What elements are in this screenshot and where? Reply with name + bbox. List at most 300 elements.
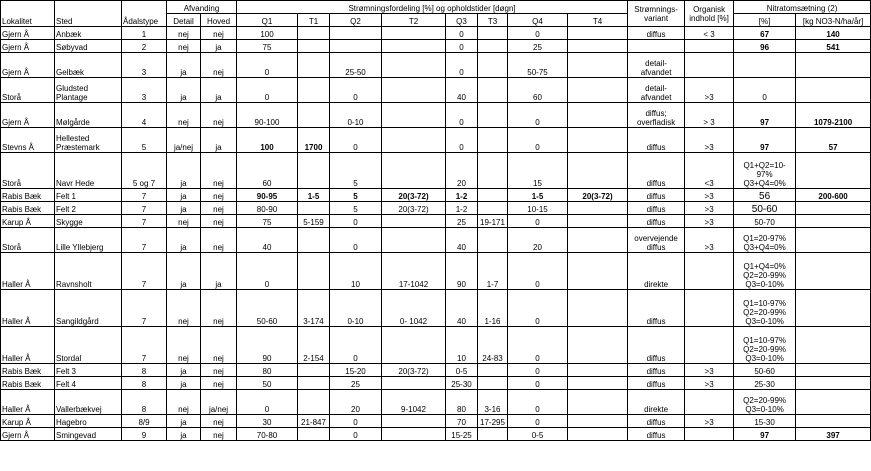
cell-q1: 100 xyxy=(237,128,298,153)
cell-q2: 5 xyxy=(330,153,382,189)
cell-pct: 15-30 xyxy=(734,415,796,428)
cell-det: nej xyxy=(167,27,201,40)
cell-type: 7 xyxy=(122,189,167,202)
table-row xyxy=(1,290,871,327)
cell-sted: Søbyvad xyxy=(55,40,122,53)
cell-pct: Q1+Q4=0% Q2=20-99% Q3=0-10% xyxy=(734,253,796,290)
cell-q1: 100 xyxy=(237,27,298,40)
cell-t4 xyxy=(568,27,628,40)
cell-q2: 25 xyxy=(330,377,382,390)
cell-t2 xyxy=(382,377,446,390)
header-organisk: Organisk indhold [%] xyxy=(685,1,734,27)
cell-type: 5 og 7 xyxy=(122,153,167,189)
cell-org xyxy=(685,253,734,290)
cell-t1 xyxy=(298,202,330,215)
cell-var xyxy=(628,40,685,53)
cell-kg xyxy=(796,415,871,428)
cell-lok: Rabis Bæk xyxy=(1,202,55,215)
cell-sted: Hellested Præstemark xyxy=(55,128,122,153)
cell-t2 xyxy=(382,53,446,78)
cell-t1 xyxy=(298,153,330,189)
cell-q4: 0 xyxy=(508,27,568,40)
cell-t4 xyxy=(568,390,628,415)
cell-det: ja xyxy=(167,228,201,253)
cell-t3: 3-16 xyxy=(478,390,508,415)
cell-sted: Lille Yllebjerg xyxy=(55,228,122,253)
cell-t3 xyxy=(478,189,508,202)
table-row xyxy=(1,53,871,78)
cell-kg xyxy=(796,153,871,189)
cell-t3: 19-171 xyxy=(478,215,508,228)
cell-t1 xyxy=(298,103,330,128)
header-q1: Q1 xyxy=(237,14,298,27)
cell-t2: 17-1042 xyxy=(382,253,446,290)
cell-q1: 0 xyxy=(237,390,298,415)
cell-t2 xyxy=(382,78,446,103)
cell-kg xyxy=(796,202,871,215)
cell-q3: 0-5 xyxy=(446,364,478,377)
cell-var: detail- afvandet xyxy=(628,78,685,103)
cell-pct: Q1=10-97% Q2=20-99% Q3=0-10% xyxy=(734,327,796,364)
cell-q2: 0 xyxy=(330,327,382,364)
cell-var: diffus xyxy=(628,327,685,364)
cell-q3: 1-2 xyxy=(446,189,478,202)
cell-hov: nej xyxy=(201,327,237,364)
cell-t1 xyxy=(298,40,330,53)
cell-pct: Q1=10-97% Q2=20-99% Q3=0-10% xyxy=(734,290,796,327)
cell-t4 xyxy=(568,78,628,103)
table-row xyxy=(1,128,871,153)
cell-q4: 0 xyxy=(508,215,568,228)
cell-kg xyxy=(796,290,871,327)
cell-lok: Stevns Å xyxy=(1,128,55,153)
cell-pct: 50-60 xyxy=(734,202,796,215)
cell-sted: Hagebro xyxy=(55,415,122,428)
cell-det: nej xyxy=(167,327,201,364)
cell-lok: Haller Å xyxy=(1,390,55,415)
cell-t1: 1700 xyxy=(298,128,330,153)
cell-kg xyxy=(796,228,871,253)
cell-q4: 20 xyxy=(508,228,568,253)
cell-sted: Stordal xyxy=(55,327,122,364)
table-row xyxy=(1,377,871,390)
cell-t3 xyxy=(478,103,508,128)
cell-hov: ja xyxy=(201,253,237,290)
cell-sted: Anbæk xyxy=(55,27,122,40)
cell-t4 xyxy=(568,290,628,327)
cell-type: 8 xyxy=(122,364,167,377)
cell-q2: 0 xyxy=(330,215,382,228)
cell-t2 xyxy=(382,153,446,189)
cell-t3 xyxy=(478,153,508,189)
cell-kg: 140 xyxy=(796,27,871,40)
cell-q4: 1-5 xyxy=(508,189,568,202)
cell-q4: 15 xyxy=(508,153,568,189)
cell-hov: nej xyxy=(201,364,237,377)
cell-q1: 75 xyxy=(237,215,298,228)
cell-t2 xyxy=(382,428,446,441)
cell-t1 xyxy=(298,53,330,78)
table-row xyxy=(1,103,871,128)
cell-q3: 0 xyxy=(446,128,478,153)
cell-q1: 90-100 xyxy=(237,103,298,128)
table-row xyxy=(1,364,871,377)
cell-kg xyxy=(796,53,871,78)
cell-lok: Haller Å xyxy=(1,290,55,327)
cell-q3: 25-30 xyxy=(446,377,478,390)
cell-org: >3 xyxy=(685,228,734,253)
cell-hov: nej xyxy=(201,103,237,128)
cell-var: diffus xyxy=(628,415,685,428)
cell-q2 xyxy=(330,40,382,53)
cell-hov: ja xyxy=(201,40,237,53)
cell-t2: 20(3-72) xyxy=(382,364,446,377)
cell-q2: 0 xyxy=(330,415,382,428)
cell-q2: 0 xyxy=(330,128,382,153)
cell-t3: 17-295 xyxy=(478,415,508,428)
cell-type: 7 xyxy=(122,215,167,228)
cell-t1: 21-847 xyxy=(298,415,330,428)
cell-t1: 2-154 xyxy=(298,327,330,364)
cell-sted: Mølgårde xyxy=(55,103,122,128)
cell-q4: 60 xyxy=(508,78,568,103)
cell-q1: 70-80 xyxy=(237,428,298,441)
cell-t1 xyxy=(298,390,330,415)
cell-lok: Storå xyxy=(1,153,55,189)
cell-type: 2 xyxy=(122,40,167,53)
cell-type: 8 xyxy=(122,377,167,390)
cell-kg: 200-600 xyxy=(796,189,871,202)
header-adalstype: Ådalstype xyxy=(122,14,167,27)
cell-t2 xyxy=(382,228,446,253)
cell-hov: nej xyxy=(201,189,237,202)
cell-q4: 10-15 xyxy=(508,202,568,215)
table-row xyxy=(1,327,871,364)
cell-lok: Storå xyxy=(1,78,55,103)
cell-org: < 3 xyxy=(685,27,734,40)
cell-kg xyxy=(796,390,871,415)
cell-sted: Felt 4 xyxy=(55,377,122,390)
cell-t4 xyxy=(568,377,628,390)
table-row xyxy=(1,40,871,53)
cell-hov: nej xyxy=(201,428,237,441)
cell-t3 xyxy=(478,78,508,103)
cell-var: diffus xyxy=(628,189,685,202)
cell-q3: 90 xyxy=(446,253,478,290)
cell-t4 xyxy=(568,253,628,290)
cell-pct: Q1=20-97% Q3+Q4=0% xyxy=(734,228,796,253)
cell-kg xyxy=(796,377,871,390)
cell-org xyxy=(685,428,734,441)
cell-lok: Haller Å xyxy=(1,253,55,290)
cell-t3: 1-7 xyxy=(478,253,508,290)
cell-type: 3 xyxy=(122,78,167,103)
table-row xyxy=(1,415,871,428)
cell-t4 xyxy=(568,53,628,78)
cell-org xyxy=(685,327,734,364)
cell-hov: nej xyxy=(201,415,237,428)
cell-var: diffus xyxy=(628,290,685,327)
cell-t4 xyxy=(568,40,628,53)
cell-type: 7 xyxy=(122,228,167,253)
cell-lok: Rabis Bæk xyxy=(1,377,55,390)
cell-type: 8 xyxy=(122,390,167,415)
header-t3: T3 xyxy=(478,14,508,27)
cell-t3: 1-16 xyxy=(478,290,508,327)
cell-kg xyxy=(796,364,871,377)
cell-t4 xyxy=(568,228,628,253)
cell-t1 xyxy=(298,78,330,103)
cell-t3 xyxy=(478,128,508,153)
header-stromningsvariant: Strømnings- variant xyxy=(628,1,685,27)
cell-t2 xyxy=(382,27,446,40)
cell-t2: 20(3-72) xyxy=(382,202,446,215)
cell-sted: Ravnsholt xyxy=(55,253,122,290)
header-t2: T2 xyxy=(382,14,446,27)
cell-sted: Felt 2 xyxy=(55,202,122,215)
cell-q2: 0-10 xyxy=(330,103,382,128)
cell-det: ja xyxy=(167,377,201,390)
cell-q4: 0 xyxy=(508,390,568,415)
cell-t3 xyxy=(478,428,508,441)
cell-q2: 5 xyxy=(330,202,382,215)
cell-pct: 50-60 xyxy=(734,364,796,377)
cell-org: > 3 xyxy=(685,103,734,128)
cell-hov: nej xyxy=(201,215,237,228)
cell-det: nej xyxy=(167,215,201,228)
cell-type: 5 xyxy=(122,128,167,153)
cell-sted: Gludsted Plantage xyxy=(55,78,122,103)
header-nitrat: Nitratomsætning (2) xyxy=(734,1,871,14)
cell-t1 xyxy=(298,377,330,390)
cell-det: ja xyxy=(167,153,201,189)
cell-hov: nej xyxy=(201,290,237,327)
cell-q3: 25 xyxy=(446,215,478,228)
cell-t2: 20(3-72) xyxy=(382,189,446,202)
cell-kg: 541 xyxy=(796,40,871,53)
cell-kg: 397 xyxy=(796,428,871,441)
cell-q2: 15-20 xyxy=(330,364,382,377)
cell-q3: 40 xyxy=(446,290,478,327)
cell-q3: 40 xyxy=(446,228,478,253)
cell-t2 xyxy=(382,128,446,153)
cell-type: 3 xyxy=(122,53,167,78)
cell-t3 xyxy=(478,53,508,78)
cell-det: ja xyxy=(167,428,201,441)
table-row xyxy=(1,202,871,215)
cell-t4 xyxy=(568,364,628,377)
cell-q3: 80 xyxy=(446,390,478,415)
cell-q2: 10 xyxy=(330,253,382,290)
cell-org: >3 xyxy=(685,78,734,103)
header-detail: Detail xyxy=(167,14,201,27)
header-sted: Sted xyxy=(55,14,122,27)
header-stromningsfordeling: Strømningsfordeling [%] og opholdstider [døgn] xyxy=(237,1,628,14)
cell-t4 xyxy=(568,327,628,364)
cell-t3 xyxy=(478,228,508,253)
cell-q1: 40 xyxy=(237,228,298,253)
cell-pct: Q2=20-99% Q3=0-10% xyxy=(734,390,796,415)
cell-org: >3 xyxy=(685,415,734,428)
cell-q2: 5 xyxy=(330,189,382,202)
cell-t2 xyxy=(382,215,446,228)
cell-q2: 0 xyxy=(330,228,382,253)
cell-t2 xyxy=(382,40,446,53)
cell-type: 7 xyxy=(122,202,167,215)
cell-type: 8/9 xyxy=(122,415,167,428)
cell-hov: nej xyxy=(201,228,237,253)
cell-type: 7 xyxy=(122,290,167,327)
cell-det: ja xyxy=(167,253,201,290)
cell-q1: 0 xyxy=(237,253,298,290)
cell-sted: Gelbæk xyxy=(55,53,122,78)
cell-pct xyxy=(734,53,796,78)
cell-q1: 90 xyxy=(237,327,298,364)
cell-sted: Felt 1 xyxy=(55,189,122,202)
cell-t1: 3-174 xyxy=(298,290,330,327)
header-q2: Q2 xyxy=(330,14,382,27)
header-t4: T4 xyxy=(568,14,628,27)
cell-q1: 50 xyxy=(237,377,298,390)
cell-lok: Haller Å xyxy=(1,327,55,364)
cell-t4 xyxy=(568,428,628,441)
cell-lok: Rabis Bæk xyxy=(1,364,55,377)
cell-q2: 20 xyxy=(330,390,382,415)
header-blank xyxy=(122,1,167,14)
cell-q1: 80 xyxy=(237,364,298,377)
cell-q3: 1-2 xyxy=(446,202,478,215)
cell-pct: 25-30 xyxy=(734,377,796,390)
cell-q1: 75 xyxy=(237,40,298,53)
table-row xyxy=(1,253,871,290)
cell-q3: 0 xyxy=(446,27,478,40)
cell-org xyxy=(685,40,734,53)
cell-q4: 0 xyxy=(508,415,568,428)
table-row xyxy=(1,215,871,228)
cell-q2: 25-50 xyxy=(330,53,382,78)
cell-q4: 0-5 xyxy=(508,428,568,441)
cell-org xyxy=(685,390,734,415)
header-blank xyxy=(1,1,55,14)
cell-q3: 0 xyxy=(446,40,478,53)
cell-org: <3 xyxy=(685,153,734,189)
cell-det: ja/nej xyxy=(167,128,201,153)
table-row xyxy=(1,27,871,40)
cell-hov: nej xyxy=(201,202,237,215)
cell-q3: 70 xyxy=(446,415,478,428)
cell-hov: ja xyxy=(201,78,237,103)
cell-q1: 80-90 xyxy=(237,202,298,215)
cell-q4: 0 xyxy=(508,364,568,377)
cell-t4 xyxy=(568,415,628,428)
header-q3: Q3 xyxy=(446,14,478,27)
cell-q2: 0 xyxy=(330,78,382,103)
cell-q4: 0 xyxy=(508,103,568,128)
cell-org: >3 xyxy=(685,189,734,202)
cell-t3 xyxy=(478,40,508,53)
cell-kg xyxy=(796,78,871,103)
cell-pct: Q1+Q2=10- 97% Q3+Q4=0% xyxy=(734,153,796,189)
cell-t2: 9-1042 xyxy=(382,390,446,415)
cell-var: direkte xyxy=(628,253,685,290)
cell-lok: Karup Å xyxy=(1,415,55,428)
cell-org: >3 xyxy=(685,202,734,215)
cell-org: >3 xyxy=(685,364,734,377)
cell-det: ja xyxy=(167,364,201,377)
header-afvanding: Afvanding xyxy=(167,1,237,14)
cell-sted: Navr Hede xyxy=(55,153,122,189)
cell-q2: 0-10 xyxy=(330,290,382,327)
cell-sted: Smingevad xyxy=(55,428,122,441)
cell-det: nej xyxy=(167,390,201,415)
cell-var: detail- afvandet xyxy=(628,53,685,78)
cell-lok: Gjern Å xyxy=(1,40,55,53)
cell-var: direkte xyxy=(628,390,685,415)
cell-t3 xyxy=(478,364,508,377)
cell-org: >3 xyxy=(685,377,734,390)
cell-org xyxy=(685,53,734,78)
cell-pct: 97 xyxy=(734,128,796,153)
cell-q3: 10 xyxy=(446,327,478,364)
cell-var: diffus xyxy=(628,215,685,228)
cell-pct: 50-70 xyxy=(734,215,796,228)
cell-sted: Felt 3 xyxy=(55,364,122,377)
cell-pct: 96 xyxy=(734,40,796,53)
table-row xyxy=(1,78,871,103)
cell-t3: 24-83 xyxy=(478,327,508,364)
cell-var: diffus xyxy=(628,377,685,390)
cell-q2: 0 xyxy=(330,428,382,441)
cell-q3: 0 xyxy=(446,103,478,128)
cell-lok: Gjern Å xyxy=(1,428,55,441)
cell-sted: Skygge xyxy=(55,215,122,228)
cell-var: diffus xyxy=(628,128,685,153)
cell-q2 xyxy=(330,27,382,40)
header-t1: T1 xyxy=(298,14,330,27)
header-row-1 xyxy=(1,1,871,14)
cell-q1: 50-60 xyxy=(237,290,298,327)
cell-q1: 60 xyxy=(237,153,298,189)
cell-q4: 50-75 xyxy=(508,53,568,78)
cell-t1 xyxy=(298,364,330,377)
cell-var: diffus xyxy=(628,202,685,215)
cell-hov: nej xyxy=(201,27,237,40)
cell-org: >3 xyxy=(685,215,734,228)
cell-t3 xyxy=(478,202,508,215)
cell-hov: ja/nej xyxy=(201,390,237,415)
cell-det: nej xyxy=(167,103,201,128)
cell-t1: 1-5 xyxy=(298,189,330,202)
header-q4: Q4 xyxy=(508,14,568,27)
header-blank xyxy=(55,1,122,14)
cell-q3: 0 xyxy=(446,53,478,78)
cell-t3 xyxy=(478,377,508,390)
cell-q1: 0 xyxy=(237,53,298,78)
table-row xyxy=(1,153,871,189)
cell-q1: 0 xyxy=(237,78,298,103)
table-row xyxy=(1,228,871,253)
cell-t2 xyxy=(382,415,446,428)
cell-t4 xyxy=(568,128,628,153)
cell-type: 4 xyxy=(122,103,167,128)
cell-var: diffus xyxy=(628,153,685,189)
cell-det: ja xyxy=(167,78,201,103)
cell-sted: Vallerbækvej xyxy=(55,390,122,415)
cell-q4: 0 xyxy=(508,327,568,364)
cell-det: nej xyxy=(167,290,201,327)
header-kg: [kg NO3-N/ha/år] xyxy=(796,14,871,27)
cell-org xyxy=(685,290,734,327)
